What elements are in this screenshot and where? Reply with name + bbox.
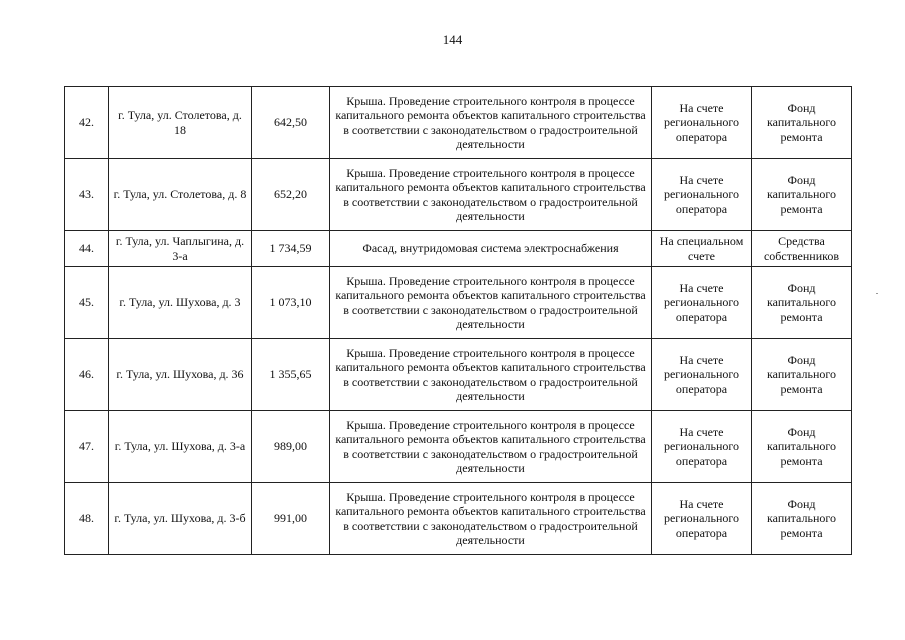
table-row <box>65 87 852 159</box>
funding-source-cell: Средства собственников <box>752 231 852 267</box>
table-row <box>65 411 852 483</box>
work-type-cell: Крыша. Проведение строительного контроля в процессе капитального ремонта объектов капитального строительства в соответствии с законодательством о градостроительной деятельности <box>330 87 652 159</box>
repair-registry-table <box>64 86 852 555</box>
row-number: 48. <box>65 483 109 555</box>
address-cell: г. Тула, ул. Шухова, д. 3 <box>109 267 252 339</box>
row-number: 46. <box>65 339 109 411</box>
row-number: 45. <box>65 267 109 339</box>
table-row <box>65 267 852 339</box>
account-cell: На счете регионального оператора <box>652 339 752 411</box>
work-type-cell: Фасад, внутридомовая система электроснабжения <box>330 231 652 267</box>
table-row <box>65 483 852 555</box>
account-cell: На счете регионального оператора <box>652 159 752 231</box>
work-type-cell: Крыша. Проведение строительного контроля в процессе капитального ремонта объектов капитального строительства в соответствии с законодательством о градостроительной деятельности <box>330 411 652 483</box>
funding-source-cell: Фонд капитального ремонта <box>752 267 852 339</box>
account-cell: На счете регионального оператора <box>652 87 752 159</box>
address-cell: г. Тула, ул. Шухова, д. 36 <box>109 339 252 411</box>
funding-source-cell: Фонд капитального ремонта <box>752 87 852 159</box>
table-row <box>65 231 852 267</box>
account-cell: На специальном счете <box>652 231 752 267</box>
address-cell: г. Тула, ул. Столетова, д. 18 <box>109 87 252 159</box>
amount-cell: 642,50 <box>252 87 330 159</box>
funding-source-cell: Фонд капитального ремонта <box>752 411 852 483</box>
work-type-cell: Крыша. Проведение строительного контроля в процессе капитального ремонта объектов капитального строительства в соответствии с законодательством о градостроительной деятельности <box>330 267 652 339</box>
work-type-cell: Крыша. Проведение строительного контроля в процессе капитального ремонта объектов капитального строительства в соответствии с законодательством о градостроительной деятельности <box>330 159 652 231</box>
funding-source-cell: Фонд капитального ремонта <box>752 483 852 555</box>
funding-source-cell: Фонд капитального ремонта <box>752 339 852 411</box>
row-number: 43. <box>65 159 109 231</box>
address-cell: г. Тула, ул. Шухова, д. 3-б <box>109 483 252 555</box>
funding-source-cell: Фонд капитального ремонта <box>752 159 852 231</box>
row-number: 47. <box>65 411 109 483</box>
account-cell: На счете регионального оператора <box>652 267 752 339</box>
amount-cell: 1 734,59 <box>252 231 330 267</box>
work-type-cell: Крыша. Проведение строительного контроля в процессе капитального ремонта объектов капитального строительства в соответствии с законодательством о градостроительной деятельности <box>330 483 652 555</box>
work-type-cell: Крыша. Проведение строительного контроля в процессе капитального ремонта объектов капитального строительства в соответствии с законодательством о градостроительной деятельности <box>330 339 652 411</box>
scan-speck <box>876 293 878 294</box>
page-number: 144 <box>442 32 463 47</box>
amount-cell: 1 355,65 <box>252 339 330 411</box>
table-row <box>65 159 852 231</box>
address-cell: г. Тула, ул. Чаплыгина, д. 3-а <box>109 231 252 267</box>
account-cell: На счете регионального оператора <box>652 483 752 555</box>
amount-cell: 991,00 <box>252 483 330 555</box>
row-number: 42. <box>65 87 109 159</box>
account-cell: На счете регионального оператора <box>652 411 752 483</box>
table-row <box>65 339 852 411</box>
row-number: 44. <box>65 231 109 267</box>
amount-cell: 652,20 <box>252 159 330 231</box>
amount-cell: 1 073,10 <box>252 267 330 339</box>
amount-cell: 989,00 <box>252 411 330 483</box>
address-cell: г. Тула, ул. Столетова, д. 8 <box>109 159 252 231</box>
address-cell: г. Тула, ул. Шухова, д. 3-а <box>109 411 252 483</box>
